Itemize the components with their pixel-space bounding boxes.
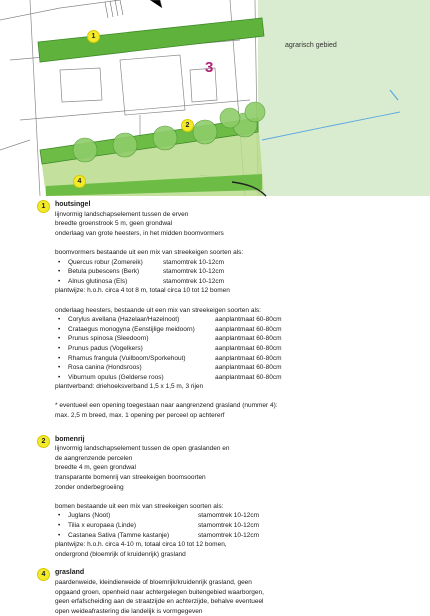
species-name: Alnus glutinosa (Els) xyxy=(68,277,128,285)
building-hatch xyxy=(105,0,162,18)
intro-line: transparante bomenrij van streekeigen boomsoorten xyxy=(55,474,206,482)
species-name: Castanea Sativa (Tamme kastanje) xyxy=(68,531,170,539)
intro-line: onderlaag van grote heesters, in het midden boomvormers xyxy=(55,229,224,237)
species-name: Rhamus frangula (Vuilboom/Sporkehout) xyxy=(68,354,186,362)
intro-line: de aangrenzende percelen xyxy=(55,454,133,462)
section-houtsingel xyxy=(40,200,420,421)
trees-heading: bomen bestaande uit een mix van streekeigen soorten als: xyxy=(55,502,224,510)
species-name: Corylus avellana (Hazelaar/Hazelnoot) xyxy=(68,316,180,324)
species-name: Tilia x europaea (Linde) xyxy=(68,522,137,529)
intro-line: zonder onderbegroeiing xyxy=(55,483,124,491)
species-size: stamomtrek 10-12cm xyxy=(198,531,260,539)
species-size: stamomtrek 10-12cm xyxy=(163,277,225,285)
agricultural-field xyxy=(258,0,430,196)
intro-line: geen erfafscheiding aan de straatzijde en achterzijde, behalve eventueel xyxy=(55,598,264,606)
species-name: Viburnum opulus (Gelderse roos) xyxy=(68,373,164,381)
map-marker-4: 4 xyxy=(73,175,86,188)
site-plan-drawing xyxy=(0,0,430,196)
species-name: Quercus robur (Zomereik) xyxy=(68,258,143,266)
legend xyxy=(40,200,420,616)
list-item xyxy=(55,521,420,531)
list-item xyxy=(55,277,420,287)
trees-heading: boomvormers bestaande uit een mix van streekeigen soorten als: xyxy=(55,248,244,256)
list-item xyxy=(55,344,420,354)
species-size: stamomtrek 10-12cm xyxy=(198,522,260,529)
species-name: Prunus spinosa (Sleedoorn) xyxy=(68,335,149,343)
trees-note: plantwijze: h.o.h. circa 4 tot 8 m, totaal circa 10 tot 12 bomen xyxy=(55,287,230,295)
section-bomenrij xyxy=(40,435,420,560)
intro-line: open weideafrastering die landelijk is vormgegeven xyxy=(55,607,203,615)
footnote: max. 2,5 m breed, max. 1 opening per perceel op achtererf xyxy=(55,412,225,420)
species-name: Crataegus monogyna (Eenstijlige meidoorn) xyxy=(68,325,195,333)
species-size: stamomtrek 10-12cm xyxy=(163,268,225,276)
list-item xyxy=(55,258,420,268)
list-item xyxy=(55,325,420,335)
map-marker-2: 2 xyxy=(181,119,194,132)
intro-line: paardenweide, kleindierweide of bloemrijk/kruidenrijk grasland, geen xyxy=(55,578,252,586)
species-name: Prunus padus (Vogelkers) xyxy=(68,344,143,352)
section-title: bomenrij xyxy=(55,435,85,443)
list-item xyxy=(55,334,420,344)
agrarisch-gebied-label: agrarisch gebied xyxy=(285,42,337,49)
trees-note: plantwijze: h.o.h. circa 4-10 m, totaal circa 10 tot 12 bomen, xyxy=(55,541,227,549)
section-title: houtsingel xyxy=(55,201,91,208)
species-size: aanplantmaat 60-80cm xyxy=(215,344,282,352)
species-size: aanplantmaat 60-80cm xyxy=(215,354,282,362)
species-name: Juglans (Noot) xyxy=(68,512,111,520)
shrubs-heading: onderlaag heesters, bestaande uit een mix van streekeigen soorten als: xyxy=(55,306,261,314)
species-size: aanplantmaat 60-80cm xyxy=(215,335,282,343)
badge-1: 1 xyxy=(37,200,50,213)
badge-2: 2 xyxy=(37,435,50,448)
species-size: aanplantmaat 60-80cm xyxy=(215,325,282,333)
species-size: aanplantmaat 60-80cm xyxy=(215,316,282,324)
intro-line: opgaand groen, openheid naar achtergelegen buitengebied waarborgen, xyxy=(55,588,264,596)
species-size: aanplantmaat 60-80cm xyxy=(215,373,282,381)
list-item xyxy=(55,531,420,541)
shrubs-note: plantverband: driehoeksverband 1,5 x 1,5 m, 3 rijen xyxy=(55,383,204,391)
species-name: Rosa canina (Hondsroos) xyxy=(68,364,142,372)
list-item xyxy=(55,511,420,521)
badge-4: 4 xyxy=(37,568,50,581)
list-item xyxy=(55,315,420,325)
intro-line: lijnvormig landschapselement tussen de open graslanden en xyxy=(55,445,230,453)
species-size: stamomtrek 10-12cm xyxy=(163,258,225,266)
section-title: grasland xyxy=(55,569,85,577)
list-item xyxy=(55,354,420,364)
intro-line: breedte groenstrook 5 m, geen grondwal xyxy=(55,220,173,228)
species-size: aanplantmaat 60-80cm xyxy=(215,364,282,372)
trees-note: ondergrond (bloemrijk of kruidenrijk) grasland xyxy=(55,550,186,558)
intro-line: lijnvormig landschapselement tussen de erven xyxy=(55,210,189,218)
species-name: Betula pubescens (Berk) xyxy=(68,268,140,276)
footnote: * eventueel een opening toegestaan naar aangrenzend grasland (nummer 4): xyxy=(55,402,278,410)
list-item xyxy=(55,267,420,277)
intro-line: breedte 4 m, geen grondwal xyxy=(55,464,136,472)
species-size: stamomtrek 10-12cm xyxy=(198,512,260,520)
list-item xyxy=(55,363,420,373)
map-marker-1: 1 xyxy=(87,30,100,43)
site-plan-map xyxy=(0,0,430,196)
section-grasland xyxy=(40,568,420,616)
list-item xyxy=(55,373,420,383)
houtsingel-strip xyxy=(38,18,264,62)
zone-number: 3 xyxy=(205,59,214,76)
